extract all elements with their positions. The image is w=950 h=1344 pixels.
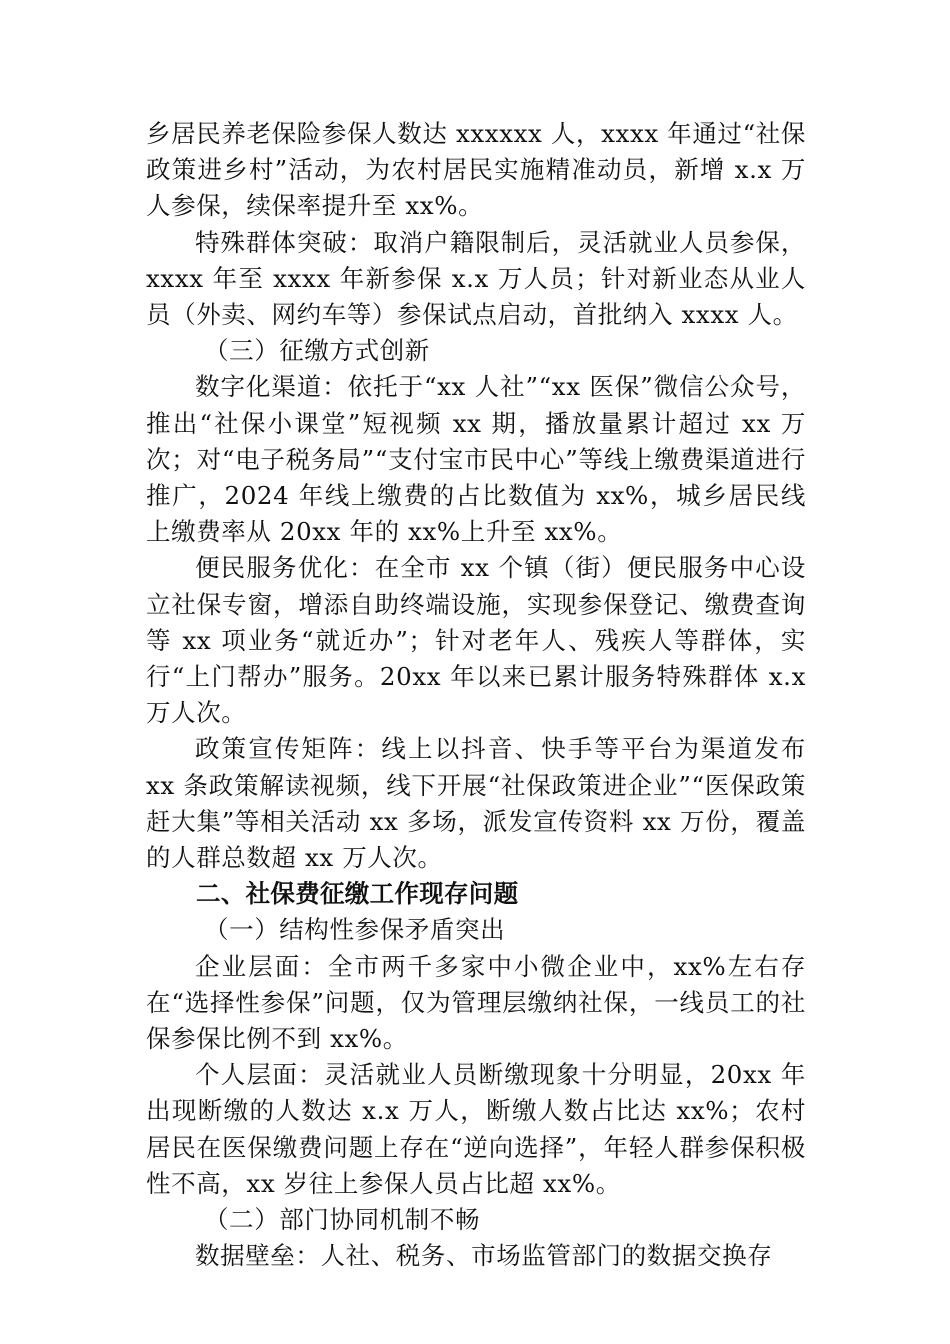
paragraph-policy-publicity: 政策宣传矩阵：线上以抖音、快手等平台为渠道发布 xx 条政策解读视频，线下开展“社保政策进企业”“医保政策赶大集”等相关活动 xx 多场，派发宣传资料 xx 万份，覆盖的人群总数超 xx 万人次。 (146, 734, 806, 873)
paragraph-data-barriers: 数据壁垒：人社、税务、市场监管部门的数据交换存 (195, 1241, 773, 1271)
paragraph-service-optimization: 便民服务优化：在全市 xx 个镇（街）便民服务中心设立社保专窗，增添自助终端设施，实现参保登记、缴费查询等 xx 项业务“就近办”；针对老年人、残疾人等群体，实行“上门帮办”服务。20xx 年以来已累计服务特殊群体 x.x 万人次。 (146, 553, 806, 728)
section-heading-problems: 二、社保费征缴工作现存问题 (196, 879, 519, 909)
paragraph-enterprise-level: 企业层面：全市两千多家中小微企业中，xx%左右存在“选择性参保”问题，仅为管理层缴纳社保，一线员工的社保参保比例不到 xx%。 (146, 951, 806, 1054)
paragraph-special-groups: 特殊群体突破：取消户籍限制后，灵活就业人员参保，xxxx 年至 xxxx 年新参保 x.x 万人员；针对新业态从业人员（外卖、网约车等）参保试点启动，首批纳入 xxxx 人。 (146, 227, 806, 330)
paragraph-digital-channels: 数字化渠道：依托于“xx 人社”“xx 医保”微信公众号，推出“社保小课堂”短视频 xx 期，播放量累计超过 xx 万次；对“电子税务局”“支付宝市民中心”等线上缴费渠道进行推广，2024 年线上缴费的占比数值为 xx%，城乡居民线上缴费率从 20xx 年的 xx%上升至 xx%。 (146, 372, 806, 547)
subheading-coordination-issues: （二）部门协同机制不畅 (204, 1205, 481, 1235)
document-body (146, 116, 806, 1275)
paragraph-individual-level: 个人层面：灵活就业人员断缴现象十分明显，20xx 年出现断缴的人数达 x.x 万人，断缴人数占比达 xx%；农村居民在医保缴费问题上存在“逆向选择”，年轻人群参保积极性不高，xx 岁往上参保人员占比超 xx%。 (146, 1060, 806, 1198)
paragraph-pension-enrollment: 乡居民养老保险参保人数达 xxxxxx 人，xxxx 年通过“社保政策进乡村”活动，为农村居民实施精准动员，新增 x.x 万人参保，续保率提升至 xx%。 (146, 119, 806, 221)
subheading-collection-innovation: （三）征缴方式创新 (204, 336, 430, 366)
subheading-structural-issues: （一）结构性参保矛盾突出 (204, 915, 506, 945)
